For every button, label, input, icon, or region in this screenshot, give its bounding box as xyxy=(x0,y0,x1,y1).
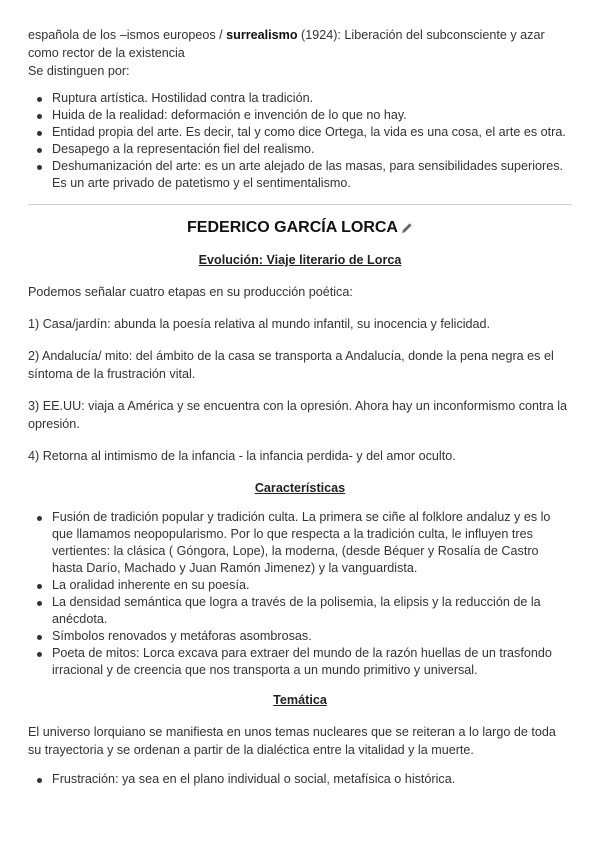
intro-bullet-list xyxy=(28,90,572,192)
stage-paragraph: 2) Andalucía/ mito: del ámbito de la casa se transporta a Andalucía, donde la pena negra es el síntoma de la frustración vital. xyxy=(28,349,554,381)
intro-bold-term: surrealismo xyxy=(226,28,298,42)
intro-paragraph xyxy=(28,26,572,62)
evolucion-heading: Evolución: Viaje literario de Lorca xyxy=(198,253,402,267)
section-divider xyxy=(28,204,572,205)
section-title xyxy=(28,217,572,241)
intro-section xyxy=(28,26,572,192)
intro-text-pre: española de los –ismos europeos / xyxy=(28,28,227,42)
tematica-paragraph: El universo lorquiano se manifiesta en unos temas nucleares que se reiteran a lo largo de toda su trayectoria y se ordenan a partir de la dialéctica entre la vitalidad y la muerte. xyxy=(28,725,556,757)
stage-paragraph: 3) EE.UU: viaja a América y se encuentra con la opresión. Ahora hay un inconformismo contra la opresión. xyxy=(28,399,568,431)
intro-lead: Se distinguen por: xyxy=(28,64,130,78)
intro-text-post: (1924): Liberación del subconsciente y azar como rector de la existencia xyxy=(28,28,545,60)
tematica-heading: Temática xyxy=(273,693,327,707)
stage-paragraph: 1) Casa/jardín: abunda la poesía relativa al mundo infantil, su inocencia y felicidad. xyxy=(28,317,491,331)
list-item: La densidad semántica que logra a través de la polisemia, la elipsis y la reducción de la anécdota. xyxy=(28,594,572,628)
tematica-bullet-list xyxy=(28,771,572,788)
list-item: La oralidad inherente en su poesía. xyxy=(28,577,572,594)
section-title-text: FEDERICO GARCÍA LORCA xyxy=(187,219,398,236)
list-item: Fusión de tradición popular y tradición culta. La primera se ciñe al folklore andaluz y es lo que llamamos neopopularismo. Por lo que respecta a la tradición culta, le influyen tres vertientes: la clásica ( Góngora, Lope), la moderna, (desde Béquer y Rosalía de Castro hasta Darío, Machado y Juan Ramón Jimenez) y la vanguardista. xyxy=(28,509,572,577)
list-item: Huida de la realidad: deformación e invención de lo que no hay. xyxy=(28,107,572,124)
list-item: Ruptura artística. Hostilidad contra la tradición. xyxy=(28,90,572,107)
list-item: Deshumanización del arte: es un arte alejado de las masas, para sensibilidades superiores. Es un arte privado de patetismo y el sentimentalismo. xyxy=(28,158,572,192)
stage-paragraph: 4) Retorna al intimismo de la infancia - la infancia perdida- y del amor oculto. xyxy=(28,449,456,463)
list-item: Poeta de mitos: Lorca excava para extraer del mundo de la razón huellas de un trasfondo irracional y de creencia que nos transporta a un mundo primitivo y universal. xyxy=(28,645,572,679)
list-item: Desapego a la representación fiel del realismo. xyxy=(28,141,572,158)
evolucion-lead: Podemos señalar cuatro etapas en su producción poética: xyxy=(28,285,353,299)
list-item: Frustración: ya sea en el plano individual o social, metafísica o histórica. xyxy=(28,771,572,788)
pencil-icon[interactable] xyxy=(401,219,413,241)
list-item: Símbolos renovados y metáforas asombrosas. xyxy=(28,628,572,645)
list-item: Entidad propia del arte. Es decir, tal y como dice Ortega, la vida es una cosa, el arte es otra. xyxy=(28,124,572,141)
caracteristicas-heading: Características xyxy=(254,481,346,495)
caracteristicas-bullet-list xyxy=(28,509,572,679)
